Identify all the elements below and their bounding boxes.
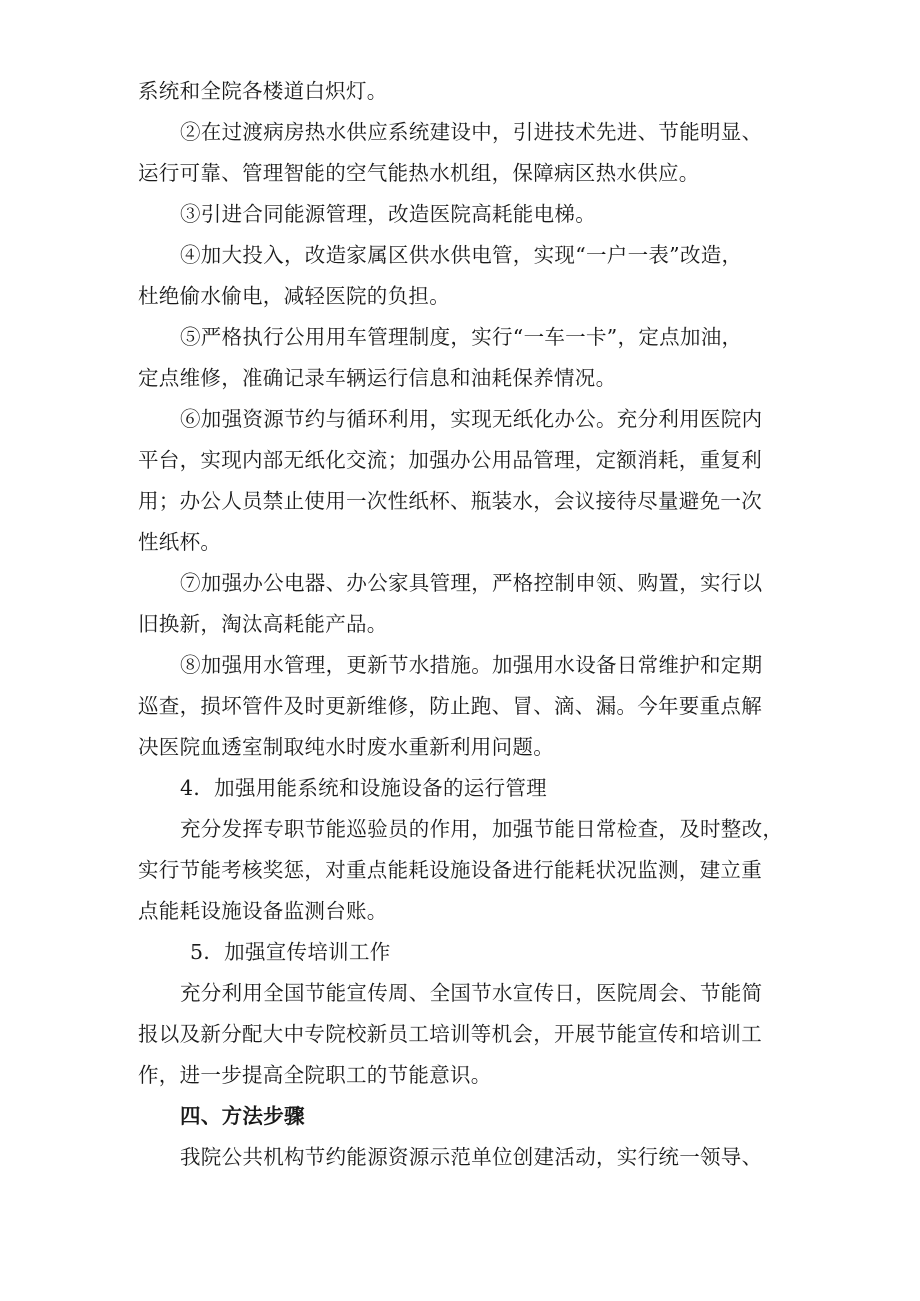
text-line: ⑧加强用水管理，更新节水措施。加强用水设备日常维护和定期 [180, 653, 763, 677]
text-line: 作，进一步提高全院职工的节能意识。 [138, 1063, 492, 1087]
section-heading: 4．加强用能系统和设施设备的运行管理 [180, 776, 547, 800]
text-line: 充分发挥专职节能巡验员的作用，加强节能日常检查，及时整改， [180, 817, 784, 841]
text-line: 系统和全院各楼道白炽灯。 [138, 79, 388, 103]
text-line: 决医院血透室制取纯水时废水重新利用问题。 [138, 735, 554, 759]
text-line: 性纸杯。 [138, 530, 222, 554]
text-line: 实行节能考核奖惩，对重点能耗设施设备进行能耗状况监测，建立重 [138, 858, 762, 882]
text-line: ②在过渡病房热水供应系统建设中，引进技术先进、节能明显、 [180, 120, 763, 144]
text-line: ④加大投入，改造家属区供水供电管，实现“一户一表”改造， [180, 243, 743, 267]
text-line: 旧换新，淘汰高耗能产品。 [138, 612, 388, 636]
text-line: 定点维修，准确记录车辆运行信息和油耗保养情况。 [138, 366, 617, 390]
section-heading: 5．加强宣传培训工作 [190, 940, 391, 964]
text-line: 杜绝偷水偷电，减轻医院的负担。 [138, 284, 450, 308]
text-line: 用；办公人员禁止使用一次性纸杯、瓶装水，会议接待尽量避免一次 [138, 489, 762, 513]
text-line: 巡查，损坏管件及时更新维修，防止跑、冒、滴、漏。今年要重点解 [138, 694, 762, 718]
text-line: 充分利用全国节能宣传周、全国节水宣传日，医院周会、节能简 [180, 981, 763, 1005]
text-line: 点能耗设施设备监测台账。 [138, 899, 388, 923]
text-line: ⑦加强办公电器、办公家具管理，严格控制申领、购置，实行以 [180, 571, 763, 595]
text-line: 运行可靠、管理智能的空气能热水机组，保障病区热水供应。 [138, 161, 700, 185]
text-line: ⑥加强资源节约与循环利用，实现无纸化办公。充分利用医院内 [180, 407, 763, 431]
text-line: 报以及新分配大中专院校新员工培训等机会，开展节能宣传和培训工 [138, 1022, 762, 1046]
text-line: ⑤严格执行公用用车管理制度，实行“一车一卡”，定点加油， [180, 325, 743, 349]
text-line: 我院公共机构节约能源资源示范单位创建活动，实行统一领导、 [180, 1145, 763, 1169]
chapter-heading: 四、方法步骤 [180, 1104, 305, 1128]
text-line: 平台，实现内部无纸化交流；加强办公用品管理，定额消耗，重复利 [138, 448, 762, 472]
text-line: ③引进合同能源管理，改造医院高耗能电梯。 [180, 202, 596, 226]
